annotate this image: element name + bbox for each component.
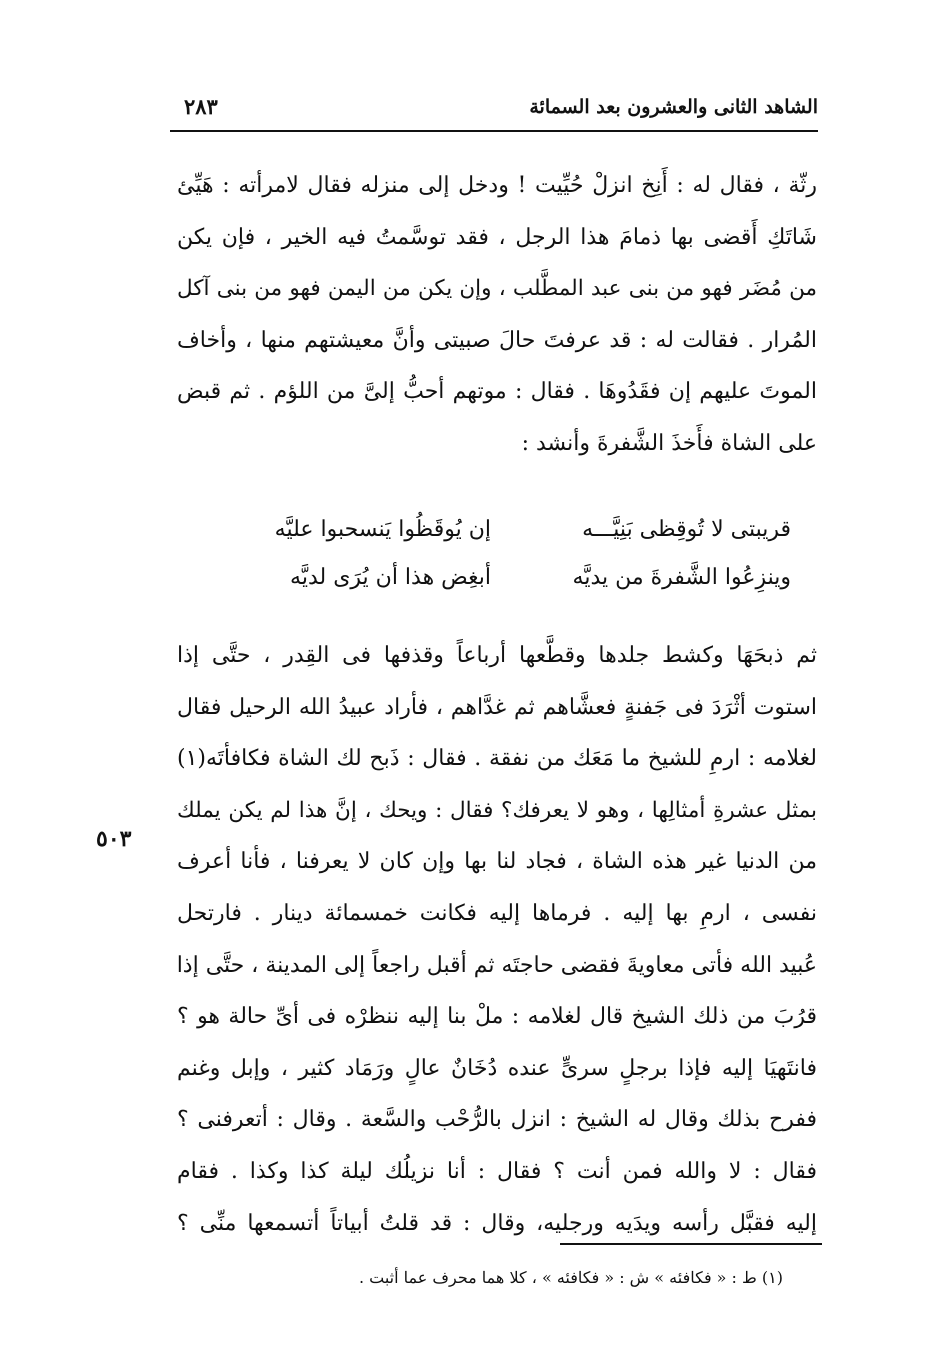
text-line: لغلامه : ارمِ للشيخ ما مَعَك من نفقة . فقال : ذَبح لك الشاة فكافأتَه(١) — [177, 746, 817, 772]
footnote-rule — [560, 1243, 822, 1245]
poem-hemistich-second: أبغِض هذا أن يُرَى لديَّه — [290, 565, 491, 590]
text-line: المُرار . فقالت له : قد عرفتَ حالَ صبيتى وأنَّ معيشتهم منها ، وأخاف — [177, 327, 817, 353]
text-line: رثّة ، فقال له : أَنِخ انزلْ حُيِّيت ! ودخل إلى منزله فقال لامرأته : هَيِّئ — [177, 173, 817, 198]
text-line: استوت أثْرَدَ فى جَفنةٍ فعشَّاهم ثم غدَّاهم ، فأراد عبيدُ الله الرحيل فقال — [177, 694, 817, 720]
text-line: ثم ذبحَهَا وكشط جلدها وقطَّعها أرباعاً وقذفها فى القِدر ، حتَّى إذا — [177, 643, 817, 668]
poem-hemistich-first: وينزِعُوا الشَّفرةَ من يديَّه — [572, 565, 791, 590]
poem-verse — [231, 506, 791, 554]
text-line: شَاتَكِ أَقضى بها ذمامَ هذا الرجل ، فقد توسَّمتُ فيه الخير ، فإن يكن — [177, 224, 817, 250]
text-line: الموتَ عليهم إن فقَدُوهَا . فقال : موتهم أحبُّ إلىَّ من اللؤم . ثم قبض — [177, 379, 817, 405]
text-line: نفسى ، ارمِ بها إليه . فرماها إليه فكانت خمسمائة دينار . فارتحل — [177, 900, 817, 926]
text-line: ففرح بذلك وقال له الشيخ : انزل بالرُّحْب والسَّعة . وقال : أتعرفنى ؟ — [177, 1107, 817, 1133]
text-line: على الشاة فأَخذَ الشَّفرةَ وأنشد : — [521, 430, 817, 456]
header-rule — [170, 130, 818, 132]
page-header — [170, 88, 818, 128]
paragraph-1 — [177, 160, 817, 470]
text-line: فانتَهيَا إليه فإذا برجلٍ سرىٍّ عنده دُخَانٌ عالٍ ورَمَاد كثير ، وإبل وغنم — [177, 1055, 817, 1081]
margin-number: ٥٠٣ — [96, 826, 132, 852]
poem-hemistich-second: إن يُوقَظُوا يَنسحبوا عليَّه — [274, 517, 491, 542]
running-title: الشاهد الثانى والعشرون بعد السمائة — [529, 96, 818, 118]
text-line: قرُبَ من ذلك الشيخ قال لغلامه : ملْ بنا إليه ننظرْه فى أىِّ حالة هو ؟ — [177, 1004, 817, 1030]
poem-hemistich-first: قريبتى لا تُوقِظى بَنِيَّـــه — [582, 517, 791, 542]
text-line: بمثل عشرةِ أمثالِها ، وهو لا يعرفك؟ فقال : ويحك ، إنَّ هذا لم يكن يملك — [177, 797, 817, 823]
poem-verse — [231, 554, 791, 602]
text-line: عُبيد الله فأتى معاويةَ فقضى حاجتَه ثم أقبل راجعاً إلى المدينة ، حتَّى إذا — [176, 952, 817, 978]
text-line: من مُضَر فهو من بنى عبد المطَّلب ، وإن يكن من اليمن فهو من بنى آكل — [177, 276, 817, 302]
poem — [231, 506, 791, 602]
text-line: فقال : لا والله فمن أنت ؟ فقال : أنا نزيلُك ليلة كذا وكذا . فقام — [177, 1158, 817, 1184]
paragraph-2 — [177, 630, 817, 1249]
page-number: ٢٨٣ — [184, 94, 218, 119]
text-line: إليه فقبَّل رأسه ويدَيه ورجليه، وقال : قد قلتُ أبياتاً أتسمعها منِّى ؟ — [177, 1210, 817, 1236]
footnote: (١) ط : « فكافئه » ش : « فكافئه » ، كلا هما محرف عما أثبت . — [358, 1268, 783, 1287]
text-line: من الدنيا غير هذه الشاة ، فجاد لنا بها وإن كان لا يعرفنا ، فأنا أعرف — [177, 849, 817, 875]
